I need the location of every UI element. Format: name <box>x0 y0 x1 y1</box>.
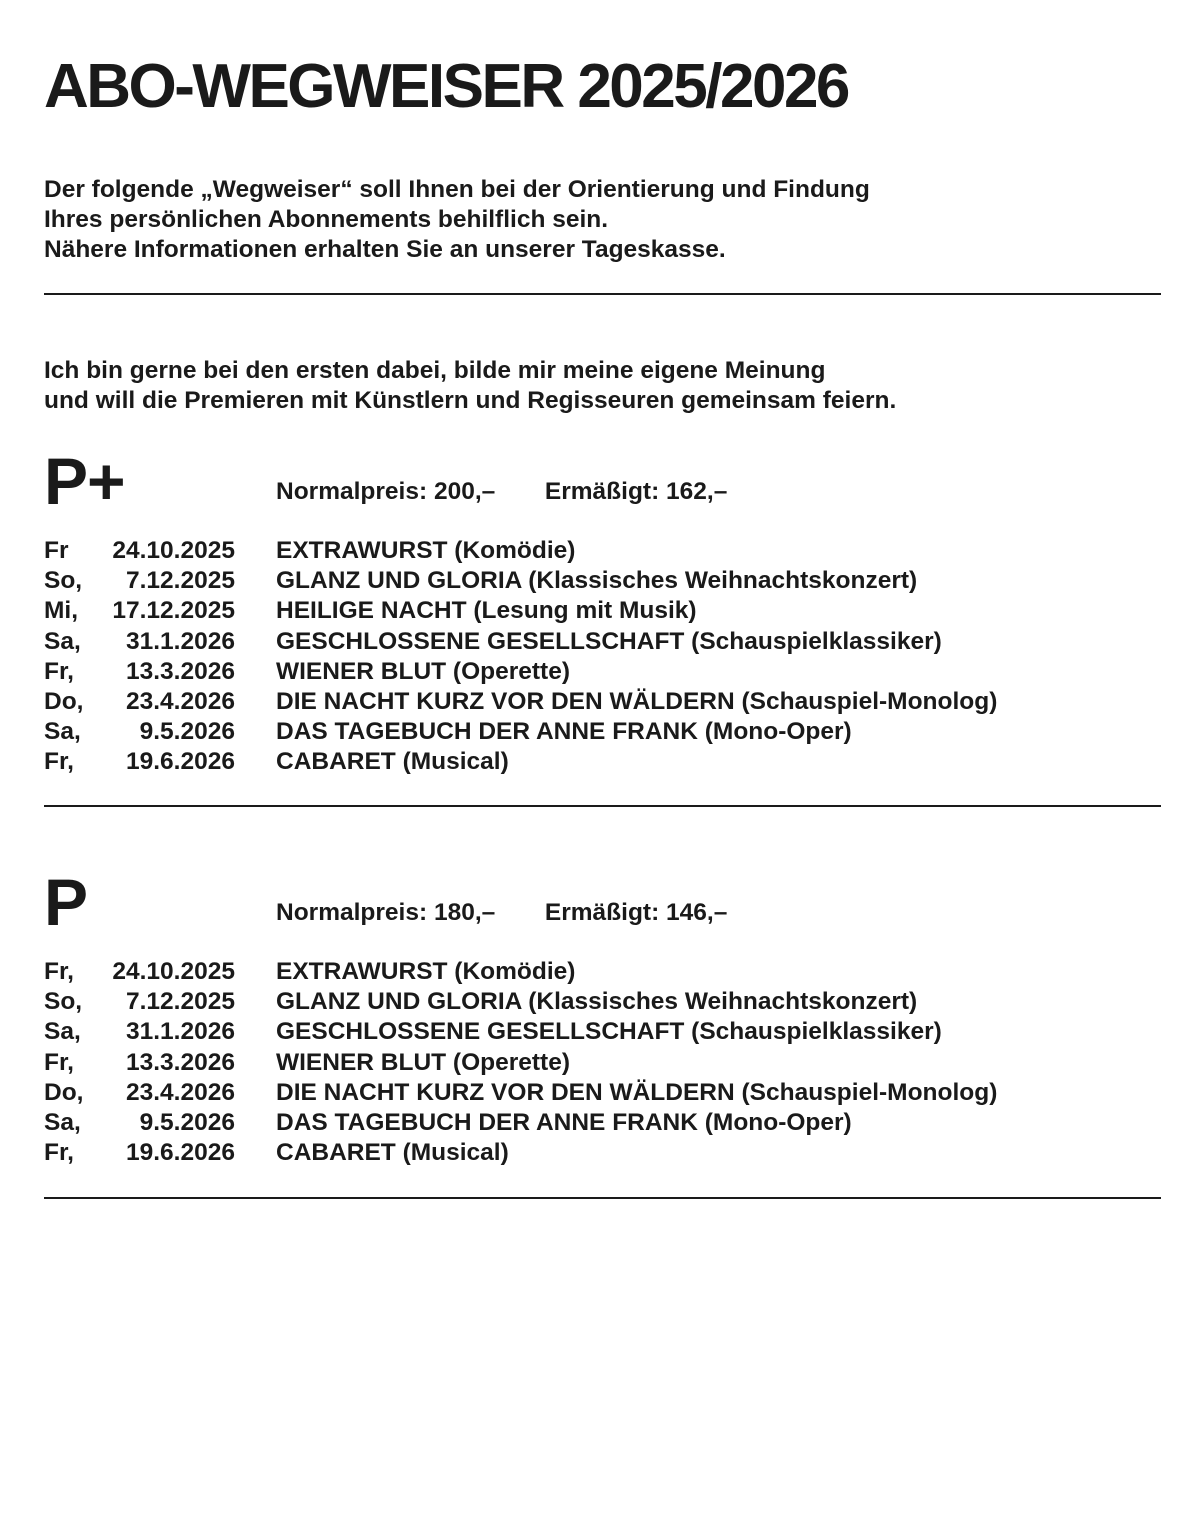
event-title: CABARET (Musical) <box>276 748 509 776</box>
event-date: 19.6.2026 <box>126 748 235 776</box>
event-title: EXTRAWURST (Komödie) <box>276 537 576 564</box>
event-title: DAS TAGEBUCH DER ANNE FRANK (Mono-Oper) <box>276 1108 852 1136</box>
normal-price-value: 200,– <box>433 478 496 505</box>
event-title: GLANZ UND GLORIA (Klassisches Weihnachtskonzert) <box>276 567 918 595</box>
event-date: 7.12.2025 <box>126 988 235 1016</box>
divider <box>44 1197 1161 1199</box>
event-title: WIENER BLUT (Operette) <box>276 1048 570 1076</box>
event-day: Mi, <box>44 597 79 625</box>
intro-line: Nähere Informationen erhalten Sie an unserer Tageskasse. <box>44 236 726 263</box>
event-title: DIE NACHT KURZ VOR DEN WÄLDERN (Schauspiel-Monolog) <box>276 1078 998 1106</box>
event-title: CABARET (Musical) <box>276 1139 509 1167</box>
event-day: Do, <box>44 687 84 715</box>
event-title: GESCHLOSSENE GESELLSCHAFT (Schauspielklassiker) <box>276 1018 942 1046</box>
price-line <box>276 477 727 507</box>
event-date: 9.5.2026 <box>139 1108 235 1136</box>
event-title: WIENER BLUT (Operette) <box>276 657 570 685</box>
abo-description <box>44 356 896 416</box>
event-day: So, <box>44 988 83 1016</box>
event-title: GESCHLOSSENE GESELLSCHAFT (Schauspielklassiker) <box>276 627 942 655</box>
event-title: GLANZ UND GLORIA (Klassisches Weihnachtskonzert) <box>276 988 918 1016</box>
event-title: DAS TAGEBUCH DER ANNE FRANK (Mono-Oper) <box>276 718 852 746</box>
event-day: Sa, <box>44 1018 81 1046</box>
description-line: und will die Premieren mit Künstlern und Regisseuren gemeinsam feiern. <box>44 387 897 414</box>
abo-code: P <box>44 865 88 939</box>
divider <box>44 805 1161 807</box>
event-day: Do, <box>44 1078 84 1106</box>
intro-text <box>44 175 870 265</box>
event-day: Fr, <box>44 657 74 685</box>
event-date: 31.1.2026 <box>126 627 235 655</box>
event-day: Fr, <box>44 1139 74 1167</box>
description-line: Ich bin gerne bei den ersten dabei, bilde mir meine eigene Meinung <box>44 357 826 384</box>
price-line <box>276 898 727 928</box>
intro-line: Ihres persönlichen Abonnements behilflich sein. <box>44 206 609 233</box>
event-title: EXTRAWURST (Komödie) <box>276 958 576 985</box>
reduced-price-value: 162,– <box>666 478 728 505</box>
reduced-price-label: Ermäßigt: <box>544 478 660 505</box>
event-day: Fr, <box>44 748 74 776</box>
event-date: 19.6.2026 <box>126 1139 235 1167</box>
event-date: 17.12.2025 <box>112 597 235 625</box>
reduced-price-value: 146,– <box>666 899 728 926</box>
normal-price-value: 180,– <box>433 899 496 926</box>
abo-code: P+ <box>44 444 125 518</box>
event-day: Sa, <box>44 1108 81 1136</box>
event-day: Fr, <box>44 958 74 985</box>
event-date: 9.5.2026 <box>139 718 235 746</box>
event-day: Sa, <box>44 718 81 746</box>
normal-price-label: Normalpreis: <box>276 899 428 926</box>
event-day: Sa, <box>44 627 81 655</box>
event-day: Fr <box>44 537 69 564</box>
event-date: 23.4.2026 <box>126 687 235 715</box>
event-date: 23.4.2026 <box>126 1078 235 1106</box>
reduced-price-label: Ermäßigt: <box>544 899 660 926</box>
event-date: 24.10.2025 <box>112 958 235 985</box>
intro-line: Der folgende „Wegweiser“ soll Ihnen bei der Orientierung und Findung <box>44 176 870 203</box>
page-title: ABO-WEGWEISER 2025/2026 <box>44 52 848 121</box>
event-date: 7.12.2025 <box>126 567 235 595</box>
event-title: HEILIGE NACHT (Lesung mit Musik) <box>276 597 697 625</box>
divider <box>44 293 1161 295</box>
event-title: DIE NACHT KURZ VOR DEN WÄLDERN (Schauspiel-Monolog) <box>276 687 998 715</box>
event-date: 24.10.2025 <box>112 537 235 564</box>
event-date: 13.3.2026 <box>126 657 235 685</box>
event-day: So, <box>44 567 83 595</box>
event-day: Fr, <box>44 1048 74 1076</box>
event-date: 31.1.2026 <box>126 1018 235 1046</box>
normal-price-label: Normalpreis: <box>276 478 428 505</box>
event-date: 13.3.2026 <box>126 1048 235 1076</box>
